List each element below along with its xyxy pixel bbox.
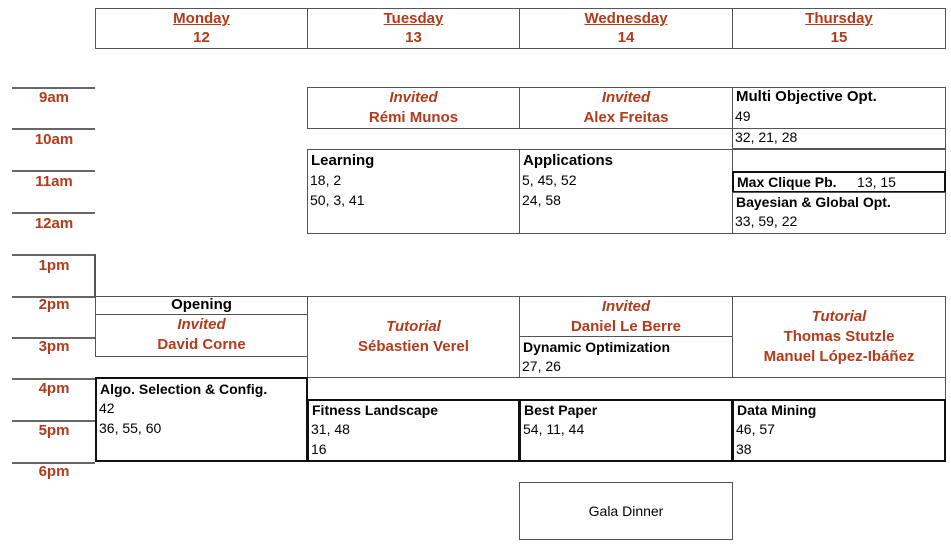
day-header-monday bbox=[95, 8, 308, 49]
session-title: Data Mining bbox=[737, 402, 817, 418]
time-label-3pm: 3pm bbox=[38, 338, 70, 355]
session-tue-tutorial bbox=[307, 296, 520, 378]
session-title: Fitness Landscape bbox=[312, 402, 439, 418]
day-header-wednesday bbox=[519, 8, 733, 49]
lunch-divider bbox=[94, 254, 96, 298]
day-name: Thursday bbox=[805, 10, 873, 27]
session-wed-best-paper bbox=[519, 399, 733, 462]
time-label-9am: 9am bbox=[38, 89, 70, 106]
time-separator bbox=[12, 254, 95, 256]
session-tue-invited bbox=[307, 87, 520, 129]
paper-list: 24, 58 bbox=[522, 192, 561, 208]
time-label-6pm: 6pm bbox=[38, 463, 70, 480]
session-thu-max-clique bbox=[732, 171, 946, 193]
paper-list: 54, 11, 44 bbox=[523, 421, 585, 437]
time-label-12am: 12am bbox=[34, 215, 74, 232]
paper-list: 36, 55, 60 bbox=[99, 420, 162, 436]
time-label-2pm: 2pm bbox=[38, 296, 70, 313]
speaker-name: Daniel Le Berre bbox=[570, 318, 682, 335]
paper-list: 38 bbox=[736, 441, 752, 457]
paper-list: 27, 26 bbox=[522, 358, 561, 374]
day-number: 13 bbox=[405, 29, 422, 46]
session-wed-invited bbox=[519, 87, 733, 129]
day-name: Monday bbox=[173, 10, 230, 27]
day-name: Wednesday bbox=[584, 10, 668, 27]
session-tue-fitness-landscape bbox=[307, 399, 520, 462]
session-thu-bayesian bbox=[732, 192, 946, 234]
session-wed-dynamic bbox=[519, 336, 733, 378]
session-tue-learning bbox=[307, 149, 520, 234]
day-name: Tuesday bbox=[383, 10, 444, 27]
paper-list: 16 bbox=[311, 441, 327, 457]
time-label-11am: 11am bbox=[35, 173, 73, 190]
paper-list: 46, 57 bbox=[736, 421, 775, 437]
speaker-name: Thomas Stutzle bbox=[783, 328, 895, 345]
day-number: 12 bbox=[193, 29, 210, 46]
time-separator bbox=[12, 128, 95, 130]
session-mon-opening bbox=[95, 296, 308, 315]
session-title: Multi Objective Opt. bbox=[736, 88, 877, 105]
session-type: Invited bbox=[601, 89, 651, 106]
speaker-name: Rémi Munos bbox=[368, 109, 459, 126]
paper-list: 50, 3, 41 bbox=[310, 192, 365, 208]
session-title: Bayesian & Global Opt. bbox=[736, 194, 891, 210]
day-header-thursday bbox=[732, 8, 946, 49]
session-divider bbox=[732, 128, 946, 129]
session-title: Opening bbox=[171, 296, 232, 313]
speaker-name: David Corne bbox=[157, 336, 246, 353]
session-type: Invited bbox=[601, 298, 651, 315]
time-label-10am: 10am bbox=[34, 131, 74, 148]
session-thu-tutorial bbox=[732, 296, 946, 378]
session-title: Learning bbox=[311, 152, 375, 169]
event-gala-dinner bbox=[519, 482, 733, 540]
paper-list: 18, 2 bbox=[310, 172, 342, 188]
day-header-tuesday bbox=[307, 8, 520, 49]
time-separator bbox=[12, 170, 95, 172]
session-type: Invited bbox=[177, 316, 226, 333]
day-number: 14 bbox=[617, 29, 635, 46]
session-type: Tutorial bbox=[386, 318, 441, 335]
paper-list: 13, 15 bbox=[857, 174, 896, 190]
session-title: Max Clique Pb. bbox=[737, 174, 837, 190]
paper-list: 42 bbox=[99, 400, 115, 416]
event-title: Gala Dinner bbox=[588, 503, 664, 519]
session-mon-invited bbox=[95, 314, 308, 357]
time-separator bbox=[12, 212, 95, 214]
speaker-name: Sébastien Verel bbox=[358, 338, 469, 355]
speaker-name: Alex Freitas bbox=[583, 109, 669, 126]
session-title: Algo. Selection & Config. bbox=[100, 381, 268, 397]
paper-list: 31, 48 bbox=[311, 421, 350, 437]
session-wed-invited-2 bbox=[519, 296, 733, 337]
paper-list: 33, 59, 22 bbox=[735, 213, 798, 229]
session-title: Dynamic Optimization bbox=[523, 339, 671, 355]
session-mon-algo-selection bbox=[95, 377, 308, 462]
session-gap-4pm bbox=[307, 377, 946, 400]
session-title: Applications bbox=[523, 152, 614, 169]
session-title: Best Paper bbox=[524, 402, 598, 418]
paper-list: 5, 45, 52 bbox=[522, 172, 577, 188]
time-label-4pm: 4pm bbox=[38, 380, 70, 397]
session-wed-applications bbox=[519, 149, 733, 234]
day-number: 15 bbox=[830, 29, 848, 46]
session-thu-multi-objective bbox=[732, 87, 946, 149]
paper-list: 49 bbox=[735, 108, 751, 124]
session-type: Invited bbox=[389, 89, 438, 106]
time-label-1pm: 1pm bbox=[38, 257, 70, 274]
time-label-5pm: 5pm bbox=[38, 422, 70, 439]
session-thu-gap bbox=[732, 149, 946, 172]
paper-list: 32, 21, 28 bbox=[735, 129, 798, 145]
session-type: Tutorial bbox=[811, 308, 867, 325]
session-thu-data-mining bbox=[732, 399, 946, 462]
speaker-name: Manuel López-Ibáñez bbox=[763, 348, 915, 365]
